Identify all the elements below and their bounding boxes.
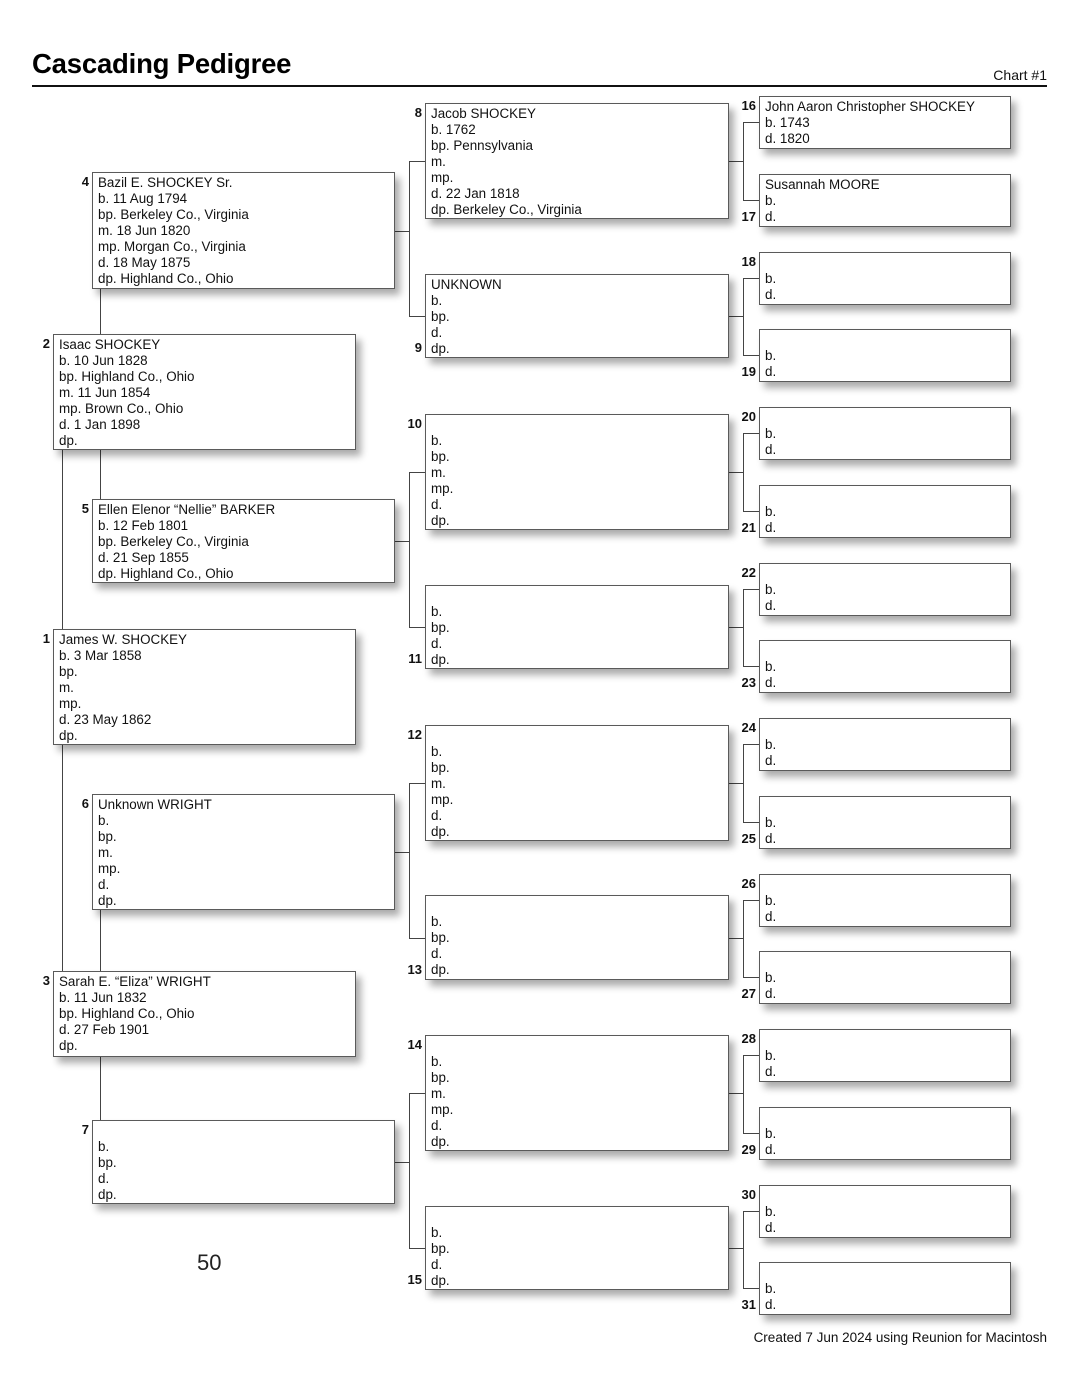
person-name: [431, 1209, 728, 1225]
person-number-label: 14: [407, 1037, 422, 1052]
death-date-line: d. 18 May 1875: [98, 255, 191, 270]
death-date-line: d.: [765, 287, 777, 302]
birth-date-line: b.: [431, 433, 443, 448]
death-date-line: d.: [765, 598, 777, 613]
person-name: [765, 566, 1010, 582]
person-name: [765, 799, 1010, 815]
birth-place-line: bp.: [431, 449, 450, 464]
person-name: Susannah MOORE: [765, 177, 880, 192]
person-number-label: 15: [407, 1272, 422, 1287]
person-number-label: 30: [741, 1187, 756, 1202]
person-name: [765, 643, 1010, 659]
connector-line: [743, 355, 759, 356]
person-name: Sarah E. “Eliza” WRIGHT: [59, 974, 211, 989]
person-box-24: [759, 718, 1011, 771]
marriage-date-line: m.: [431, 465, 446, 480]
connector-line: [743, 433, 759, 434]
birth-date-line: b.: [98, 813, 110, 828]
connector-line: [743, 122, 744, 201]
birth-date-line: b.: [431, 604, 443, 619]
birth-place-line: bp.: [431, 620, 450, 635]
death-date-line: d.: [765, 909, 777, 924]
death-place-line: dp.: [431, 1273, 450, 1288]
person-name: [431, 417, 728, 433]
connector-line: [409, 316, 425, 317]
person-number-label: 4: [81, 174, 89, 189]
connector-line: [409, 783, 425, 784]
birth-date-line: b. 12 Feb 1801: [98, 518, 189, 533]
birth-date-line: b.: [765, 426, 777, 441]
connector-line: [409, 472, 410, 628]
person-number-label: 22: [741, 565, 756, 580]
connector-line: [743, 1055, 759, 1056]
connector-line: [409, 472, 425, 473]
death-date-line: d.: [765, 442, 777, 457]
death-date-line: d.: [765, 1142, 777, 1157]
page-title: Cascading Pedigree: [32, 48, 292, 79]
person-name: [765, 255, 1010, 271]
connector-line: [409, 938, 425, 939]
person-number-label: 11: [408, 651, 422, 666]
person-name: [431, 728, 728, 744]
birth-place-line: bp. Highland Co., Ohio: [59, 369, 195, 384]
chart-number-label: Chart #1: [993, 67, 1047, 83]
birth-date-line: b.: [765, 504, 777, 519]
person-number-label: 8: [414, 105, 422, 120]
person-box-6: [92, 794, 395, 910]
person-name: John Aaron Christopher SHOCKEY: [765, 99, 975, 114]
person-number-label: 17: [741, 209, 756, 224]
death-date-line: d.: [765, 209, 777, 224]
death-place-line: dp.: [431, 962, 450, 977]
connector-line: [743, 1288, 759, 1289]
birth-place-line: bp.: [431, 930, 450, 945]
person-number-label: 5: [81, 501, 89, 516]
person-name: [431, 588, 728, 604]
birth-date-line: b.: [765, 271, 777, 286]
birth-date-line: b. 3 Mar 1858: [59, 648, 142, 663]
person-box-25: [759, 796, 1011, 849]
connector-line: [743, 1055, 744, 1134]
death-date-line: d.: [98, 877, 110, 892]
connector-line: [729, 783, 743, 784]
death-place-line: dp.: [431, 652, 450, 667]
connector-line: [743, 822, 759, 823]
person-number-label: 9: [414, 340, 422, 355]
birth-date-line: b.: [765, 737, 777, 752]
person-box-2: [53, 334, 356, 450]
person-box-20: [759, 407, 1011, 460]
connector-line: [395, 231, 409, 232]
person-box-13: [425, 895, 729, 980]
person-name: UNKNOWN: [431, 277, 502, 292]
death-place-line: dp.: [431, 1134, 450, 1149]
person-name: [765, 488, 1010, 504]
person-name: Ellen Elenor “Nellie” BARKER: [98, 502, 276, 517]
birth-place-line: bp. Berkeley Co., Virginia: [98, 534, 249, 549]
person-number-label: 29: [741, 1142, 756, 1157]
person-box-9: [425, 274, 729, 358]
person-box-26: [759, 874, 1011, 927]
birth-place-line: bp.: [98, 1155, 117, 1170]
person-number-label: 28: [741, 1031, 756, 1046]
person-box-19: [759, 329, 1011, 382]
person-box-31: [759, 1262, 1011, 1315]
birth-date-line: b.: [765, 970, 777, 985]
death-date-line: d.: [431, 946, 443, 961]
death-date-line: d.: [765, 364, 777, 379]
person-name: [98, 1123, 394, 1139]
connector-line: [743, 122, 759, 123]
death-place-line: dp.: [98, 893, 117, 908]
marriage-place-line: mp.: [431, 481, 454, 496]
person-box-14: [425, 1035, 729, 1151]
person-box-30: [759, 1185, 1011, 1238]
person-name: Bazil E. SHOCKEY Sr.: [98, 175, 233, 190]
birth-date-line: b.: [765, 1204, 777, 1219]
person-box-11: [425, 585, 729, 669]
person-name: [431, 1038, 728, 1054]
person-box-28: [759, 1029, 1011, 1082]
death-place-line: dp.: [59, 1038, 78, 1053]
marriage-date-line: m.: [98, 845, 113, 860]
marriage-date-line: m.: [431, 776, 446, 791]
header-divider: [32, 85, 1047, 87]
connector-line: [395, 541, 409, 542]
person-number-label: 10: [407, 416, 422, 431]
birth-date-line: b.: [765, 582, 777, 597]
birth-date-line: b.: [765, 659, 777, 674]
death-date-line: d. 1820: [765, 131, 810, 146]
death-date-line: d.: [431, 1257, 443, 1272]
person-box-7: [92, 1120, 395, 1204]
person-name: Jacob SHOCKEY: [431, 106, 536, 121]
death-date-line: d.: [765, 1297, 777, 1312]
connector-line: [729, 1093, 743, 1094]
person-box-12: [425, 725, 729, 841]
connector-line: [409, 783, 410, 939]
connector-line: [729, 627, 743, 628]
connector-line: [743, 278, 759, 279]
connector-line: [743, 1211, 744, 1289]
death-date-line: d. 27 Feb 1901: [59, 1022, 150, 1037]
person-box-29: [759, 1107, 1011, 1160]
person-box-16: [759, 96, 1011, 149]
marriage-date-line: m. 18 Jun 1820: [98, 223, 191, 238]
death-place-line: dp.: [59, 728, 78, 743]
person-name: Unknown WRIGHT: [98, 797, 212, 812]
person-name: [765, 1188, 1010, 1204]
person-number-label: 12: [407, 727, 422, 742]
birth-date-line: b. 1743: [765, 115, 810, 130]
birth-date-line: b. 1762: [431, 122, 476, 137]
marriage-date-line: m.: [59, 680, 74, 695]
birth-place-line: bp.: [431, 1241, 450, 1256]
birth-place-line: bp.: [431, 760, 450, 775]
connector-line: [743, 511, 759, 512]
birth-place-line: bp.: [431, 1070, 450, 1085]
connector-line: [729, 472, 743, 473]
connector-line: [743, 589, 744, 667]
connector-line: [409, 161, 410, 317]
birth-date-line: b. 11 Jun 1832: [59, 990, 147, 1005]
person-number-label: 13: [407, 962, 422, 977]
connector-line: [729, 316, 743, 317]
person-name: [765, 954, 1010, 970]
person-number-label: 18: [741, 254, 756, 269]
person-box-1: [53, 629, 356, 745]
death-date-line: d.: [765, 1220, 777, 1235]
death-place-line: dp.: [431, 824, 450, 839]
person-name: [765, 1110, 1010, 1126]
person-box-8: [425, 103, 729, 219]
person-name: James W. SHOCKEY: [59, 632, 187, 647]
death-date-line: d.: [765, 675, 777, 690]
marriage-date-line: m.: [431, 154, 446, 169]
person-number-label: 2: [42, 336, 50, 351]
person-name: [765, 721, 1010, 737]
death-place-line: dp.: [431, 341, 450, 356]
death-place-line: dp.: [98, 1187, 117, 1202]
birth-date-line: b.: [765, 1281, 777, 1296]
person-number-label: 20: [741, 409, 756, 424]
death-place-line: dp. Highland Co., Ohio: [98, 566, 234, 581]
birth-date-line: b.: [431, 293, 443, 308]
person-box-15: [425, 1206, 729, 1290]
person-number-label: 19: [741, 364, 756, 379]
death-date-line: d.: [765, 831, 777, 846]
death-date-line: d.: [98, 1171, 110, 1186]
person-box-18: [759, 252, 1011, 305]
death-date-line: d. 23 May 1862: [59, 712, 152, 727]
person-box-22: [759, 563, 1011, 616]
person-number-label: 16: [741, 98, 756, 113]
death-place-line: dp. Berkeley Co., Virginia: [431, 202, 582, 217]
birth-date-line: b.: [765, 193, 777, 208]
death-date-line: d.: [431, 1118, 443, 1133]
marriage-place-line: mp.: [59, 696, 82, 711]
connector-line: [743, 900, 744, 978]
person-box-4: [92, 172, 395, 289]
connector-line: [743, 744, 759, 745]
connector-line: [743, 433, 744, 512]
person-number-label: 24: [741, 720, 756, 735]
birth-date-line: b.: [431, 914, 443, 929]
connector-line: [743, 200, 759, 201]
birth-date-line: b.: [765, 815, 777, 830]
marriage-place-line: mp. Morgan Co., Virginia: [98, 239, 246, 254]
person-name: [765, 410, 1010, 426]
death-date-line: d. 21 Sep 1855: [98, 550, 189, 565]
birth-date-line: b.: [98, 1139, 110, 1154]
person-name: [765, 877, 1010, 893]
birth-date-line: b. 11 Aug 1794: [98, 191, 188, 206]
person-number-label: 26: [741, 876, 756, 891]
connector-line: [729, 1248, 743, 1249]
person-number-label: 1: [42, 631, 50, 646]
birth-place-line: bp. Berkeley Co., Virginia: [98, 207, 249, 222]
connector-line: [743, 1133, 759, 1134]
death-date-line: d.: [765, 986, 777, 1001]
person-box-27: [759, 951, 1011, 1004]
connector-line: [743, 900, 759, 901]
person-number-label: 7: [81, 1122, 89, 1137]
birth-date-line: b.: [765, 1048, 777, 1063]
connector-line: [743, 744, 744, 823]
person-number-label: 27: [741, 986, 756, 1001]
connector-line: [743, 1211, 759, 1212]
connector-line: [743, 278, 744, 356]
person-name: [765, 1265, 1010, 1281]
connector-line: [743, 589, 759, 590]
person-number-label: 31: [741, 1297, 756, 1312]
death-date-line: d.: [431, 497, 443, 512]
connector-line: [729, 938, 743, 939]
death-date-line: d.: [765, 520, 777, 535]
birth-date-line: b.: [431, 1225, 443, 1240]
connector-line: [409, 627, 425, 628]
connector-line: [743, 977, 759, 978]
connector-line: [743, 666, 759, 667]
marriage-place-line: mp. Brown Co., Ohio: [59, 401, 184, 416]
person-box-10: [425, 414, 729, 530]
person-name: [765, 1032, 1010, 1048]
connector-line: [409, 1248, 425, 1249]
person-number-label: 21: [741, 520, 756, 535]
death-date-line: d.: [765, 753, 777, 768]
birth-date-line: b.: [765, 1126, 777, 1141]
person-box-23: [759, 640, 1011, 693]
birth-date-line: b.: [431, 1054, 443, 1069]
connector-line: [409, 1093, 425, 1094]
connector-line: [409, 1093, 410, 1249]
birth-date-line: b.: [765, 893, 777, 908]
birth-date-line: b.: [431, 744, 443, 759]
person-box-3: [53, 971, 356, 1057]
marriage-place-line: mp.: [431, 1102, 454, 1117]
birth-date-line: b. 10 Jun 1828: [59, 353, 148, 368]
death-date-line: d. 1 Jan 1898: [59, 417, 141, 432]
birth-place-line: bp. Pennsylvania: [431, 138, 533, 153]
person-number-label: 23: [741, 675, 756, 690]
death-place-line: dp. Highland Co., Ohio: [98, 271, 234, 286]
person-name: Isaac SHOCKEY: [59, 337, 161, 352]
death-place-line: dp.: [59, 433, 78, 448]
marriage-place-line: mp.: [98, 861, 121, 876]
marriage-date-line: m. 11 Jun 1854: [59, 385, 151, 400]
person-name: [765, 332, 1010, 348]
footer-credit: Created 7 Jun 2024 using Reunion for Macintosh: [753, 1330, 1047, 1345]
death-date-line: d.: [431, 325, 443, 340]
death-date-line: d.: [431, 808, 443, 823]
person-name: [431, 898, 728, 914]
person-box-5: [92, 499, 395, 583]
marriage-place-line: mp.: [431, 170, 454, 185]
death-date-line: d.: [431, 636, 443, 651]
connector-line: [395, 852, 409, 853]
connector-line: [395, 1162, 409, 1163]
death-date-line: d.: [765, 1064, 777, 1079]
death-place-line: dp.: [431, 513, 450, 528]
connector-line: [409, 161, 425, 162]
birth-place-line: bp.: [431, 309, 450, 324]
page-number: 50: [197, 1250, 222, 1275]
birth-place-line: bp. Highland Co., Ohio: [59, 1006, 195, 1021]
connector-line: [729, 161, 743, 162]
birth-place-line: bp.: [59, 664, 78, 679]
birth-place-line: bp.: [98, 829, 117, 844]
marriage-date-line: m.: [431, 1086, 446, 1101]
person-number-label: 6: [81, 796, 89, 811]
birth-date-line: b.: [765, 348, 777, 363]
person-box-21: [759, 485, 1011, 538]
marriage-place-line: mp.: [431, 792, 454, 807]
person-box-17: [759, 174, 1011, 227]
person-number-label: 3: [42, 973, 50, 988]
death-date-line: d. 22 Jan 1818: [431, 186, 520, 201]
person-number-label: 25: [741, 831, 756, 846]
